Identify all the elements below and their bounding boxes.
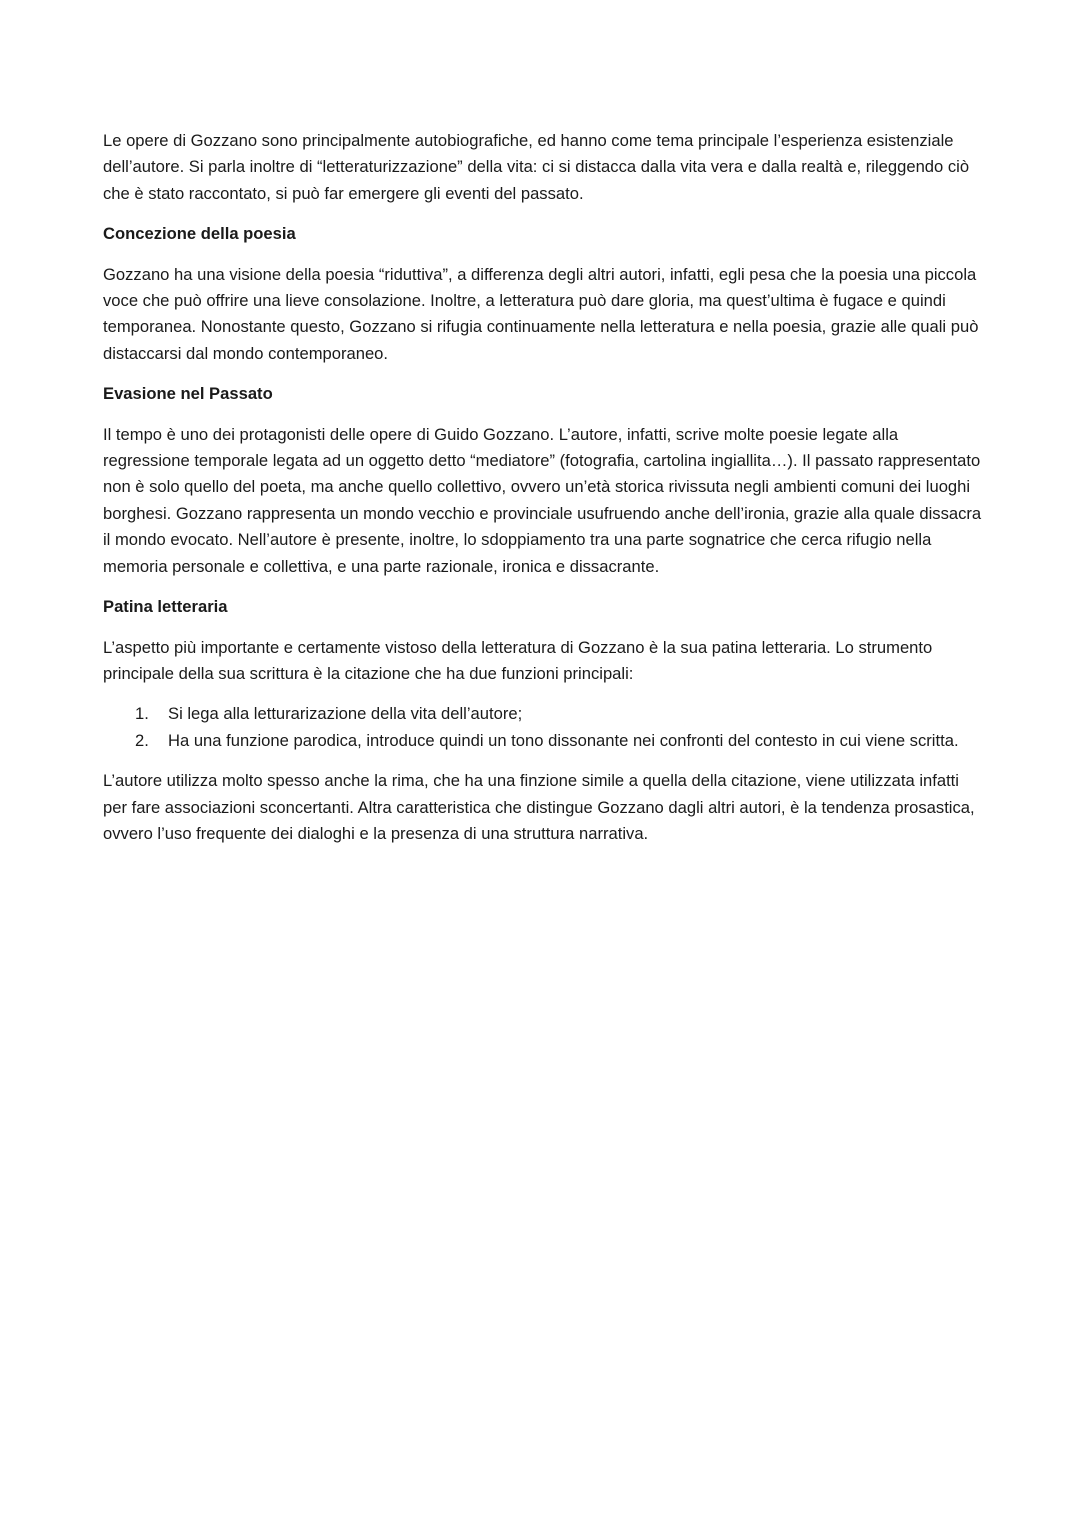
list-item — [103, 701, 983, 727]
list-item-number: 2. — [135, 730, 149, 750]
intro-paragraph: Le opere di Gozzano sono principalmente autobiografiche, ed hanno come tema principale l’esperienza esistenziale dell’autore. Si parla inoltre di “letteraturizzazione” della vita: ci si distacca dalla vita vera e dalla realtà e, rileggendo ciò che è stato raccontato, si può far emergere gli eventi del passato. — [103, 131, 970, 203]
citation-functions-list — [103, 701, 983, 754]
closing-paragraph: L’autore utilizza molto spesso anche la rima, che ha una finzione simile a quella della citazione, viene utilizzata infatti per fare associazioni sconcertanti. Altra caratteristica che distingue Gozzano dagli altri autori, è la tendenza prosastica, ovvero l’uso frequente dei dialoghi e la presenza di una struttura narrativa. — [103, 771, 975, 843]
list-item — [103, 728, 983, 754]
section-paragraph-evasione: Il tempo è uno dei protagonisti delle opere di Guido Gozzano. L’autore, infatti, scrive molte poesie legate alla regressione temporale legata ad un oggetto detto “mediatore” (fotografia, cartolina ingiallita…). Il passato rappresentato non è solo quello del poeta, ma anche quello collettivo, ovvero un’età storica rivissuta negli ambienti comuni dei luoghi borghesi. Gozzano rappresenta un mondo vecchio e provinciale usufruendo anche dell’ironia, grazie alla quale dissacra il mondo evocato. Nell’autore è presente, inoltre, lo sdoppiamento tra una parte sognatrice che cerca rifugio nella memoria personale e collettiva, e una parte razionale, ironica e dissacrante. — [103, 424, 982, 576]
section-heading-evasione: Evasione nel Passato — [103, 384, 273, 404]
list-item-text: Ha una funzione parodica, introduce quindi un tono dissonante nei confronti del contesto in cui viene scritta. — [168, 730, 959, 750]
section-paragraph-concezione: Gozzano ha una visione della poesia “riduttiva”, a differenza degli altri autori, infatti, egli pesa che la poesia una piccola voce che può offrire una lieve consolazione. Inoltre, a letteratura può dare gloria, ma quest’ultima è fugace e quindi temporanea. Nonostante questo, Gozzano si rifugia continuamente nella letteratura e nella poesia, grazie alle quali può distaccarsi dal mondo contemporaneo. — [103, 264, 979, 363]
document-page — [103, 128, 983, 861]
section-heading-patina: Patina letteraria — [103, 597, 228, 617]
section-paragraph-patina: L’aspetto più importante e certamente vistoso della letteratura di Gozzano è la sua patina letteraria. Lo strumento principale della sua scrittura è la citazione che ha due funzioni principali: — [103, 637, 933, 683]
list-item-number: 1. — [135, 704, 149, 724]
section-heading-concezione: Concezione della poesia — [103, 224, 296, 244]
list-item-text: Si lega alla letturarizazione della vita dell’autore; — [168, 704, 523, 724]
